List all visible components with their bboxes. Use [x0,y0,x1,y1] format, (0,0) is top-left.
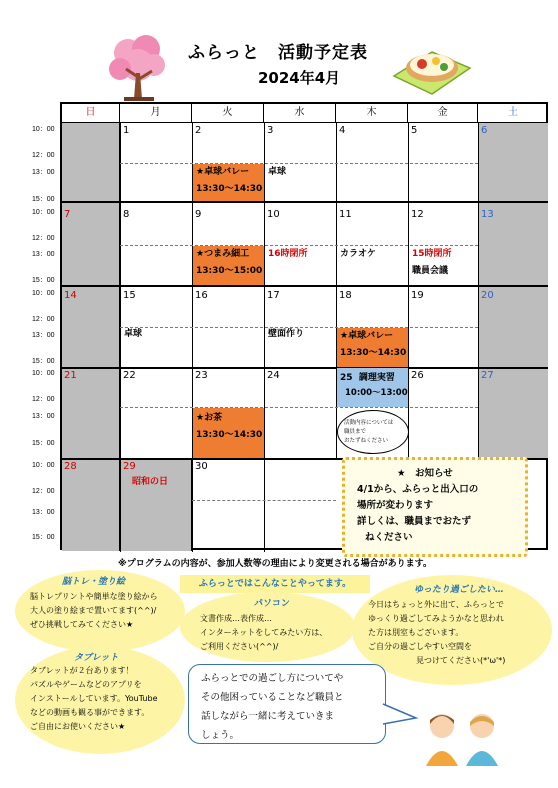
tablet-line: ご自由にお使いください★ [30,722,126,731]
event-closing-15 [409,246,452,280]
time-label: 15：00 [32,440,55,447]
weekday-mon: 月 [120,104,192,122]
page-title: ふらっと 活動予定表 [188,43,368,63]
speech-box [188,664,386,744]
time-label: 15：00 [32,358,55,365]
event-table-tennis: 卓球 [268,167,287,177]
weekday-tue: 火 [192,104,264,122]
brain-line: ぜひ挑戦してみてください★ [30,620,134,629]
tablet-line: タブレットが２台あります！ [30,666,134,675]
pc-line: ご利用ください(^^)/ [200,642,279,651]
speech-tail [380,700,420,730]
event-table-volleyball [337,328,408,367]
day-21: 21 [64,370,77,381]
time-label: 10：00 [32,126,55,133]
tablet-text [30,664,158,734]
holiday-cell-29 [120,459,192,551]
day-22: 22 [123,370,136,381]
notice-line: 4/1から、ふらっと出入口の [357,484,479,495]
day-5: 5 [411,125,418,136]
event-title: ★卓球バレー [196,167,250,177]
day-1: 1 [123,125,130,136]
brain-line: 大人の塗り絵まで置いてます(^^)/ [30,606,157,615]
weekday-wed: 水 [264,104,336,122]
pc-heading: パソコン [254,599,290,609]
time-label: 12：00 [32,316,55,323]
weekday-thu: 木 [336,104,408,122]
event-time: 10:00～13:00 [345,388,408,398]
relax-line: た方は別室もございます。 [368,628,464,637]
speech-line: 話しながら一緒に考えていきま [201,711,335,722]
pc-line: インターネットをしてみたい方は、 [200,628,328,637]
day-25: 25 [340,373,353,383]
event-table-tennis: 卓球 [124,329,143,339]
event-closing-16: 16時閉所 [268,249,308,259]
speech-line: しょう。 [201,730,240,741]
day-30: 30 [195,461,208,472]
people-illustration [420,708,510,766]
brain-training-heading: 脳トレ・塗り絵 [62,577,126,587]
event-title: 15時閉所 [412,249,452,259]
time-label: 12：00 [32,235,55,242]
day-24: 24 [267,370,280,381]
event-table-volleyball [193,164,264,201]
weekday-sat: 土 [508,107,518,118]
time-label: 13：00 [32,413,55,420]
event-time: 13:30～14:30 [196,184,263,194]
pc-text [200,612,327,654]
note-bubble [337,410,409,454]
event-time: 13:30～14:30 [196,430,263,440]
brain-training-text [30,590,158,632]
speech-line: ふらっとでの過ごし方についてや [201,673,344,684]
day-12: 12 [411,209,424,220]
day-17: 17 [267,290,280,301]
event-cooking-class [337,368,408,407]
time-label: 13：00 [32,169,55,176]
relax-line: 今日はちょっと外に出て、ふらっとで [368,600,504,609]
weekday-fri: 金 [408,104,478,122]
day-11: 11 [339,209,352,220]
notice-box [342,457,528,557]
notice-line: ねください [365,532,413,543]
weekday-sun: 日 [62,104,120,122]
brain-line: 脳トレプリントや簡単な塗り絵から [30,592,158,601]
sunday-column [62,123,120,551]
relax-heading: ゆったり過ごしたい… [414,585,504,595]
page-subtitle: 2024年4月 [258,69,341,87]
time-label: 10：00 [32,290,55,297]
day-20: 20 [481,290,494,301]
event-title: ★卓球バレー [340,331,394,341]
time-label: 13：00 [32,251,55,258]
day-6: 6 [481,125,488,136]
event-staff-meeting: 職員会議 [412,266,449,276]
time-label: 10：00 [32,462,55,469]
time-label: 15：00 [32,277,55,284]
event-title: ★つまみ細工 [196,249,250,259]
day-3: 3 [267,125,274,136]
event-time: 13:30～14:30 [340,348,407,358]
day-27: 27 [481,370,494,381]
time-label: 10：00 [32,209,55,216]
note-line: 活動内容については [344,420,394,426]
time-label: 12：00 [32,488,55,495]
time-label: 15：00 [32,196,55,203]
event-time: 13:30～15:00 [196,266,263,276]
tablet-line: パズルやゲームなどのアプリを [30,680,142,689]
relax-line: ゆっくり過ごしてみようかなと思われ [368,614,504,623]
day-16: 16 [195,290,208,301]
note-line: おたずねください [344,438,389,444]
time-label: 12：00 [32,152,55,159]
day-7: 7 [64,209,71,220]
time-label: 13：00 [32,509,55,516]
day-28: 28 [64,461,77,472]
day-13: 13 [481,209,494,220]
pc-line: 文書作成…表作成… [200,614,272,623]
event-karaoke: カラオケ [340,249,376,259]
event-title: ★お茶 [196,413,223,423]
event-tsumami-craft [193,246,264,285]
event-tea [193,408,264,458]
day-4: 4 [339,125,346,136]
relax-text [368,598,505,668]
day-18: 18 [339,290,352,301]
day-8: 8 [123,209,130,220]
bento-box-illustration [388,44,474,96]
day-15: 15 [123,290,136,301]
cherry-tree-illustration [108,33,168,103]
day-14: 14 [64,290,77,301]
tablet-line: インストールしています。YouTube [30,694,158,703]
notice-line: 場所が変わります [357,500,434,511]
time-label: 15：00 [32,534,55,541]
day-9: 9 [195,209,202,220]
time-label: 13：00 [32,332,55,339]
day-26: 26 [411,370,424,381]
day-23: 23 [195,370,208,381]
time-label: 10：00 [32,370,55,377]
speech-line: その他困っていることなど職員と [201,692,344,703]
day-29: 29 [123,461,136,472]
activities-banner: ふらっとではこんなことやってます。 [180,575,370,593]
relax-line: ご自分の過ごしやすい空間を [368,642,472,651]
tablet-heading: タブレット [74,653,119,663]
event-title: 調理実習 [358,373,395,383]
note-line: 職員まで [344,429,367,435]
event-wall-decoration: 壁面作り [268,329,305,339]
day-10: 10 [267,209,280,220]
event-showa-day: 昭和の日 [132,477,169,487]
day-19: 19 [411,290,424,301]
time-label: 12：00 [32,396,55,403]
notice-line: 詳しくは、職員までおたず [357,516,472,527]
footnote: ※プログラムの内容が、参加人数等の理由により変更される場合があります。 [118,559,432,569]
tablet-line: などの動画も観る事ができます。 [30,708,150,717]
day-2: 2 [195,125,202,136]
notice-heading: ★ お知らせ [397,468,453,479]
relax-line: 見つけてください(*'ω'*) [416,656,506,665]
